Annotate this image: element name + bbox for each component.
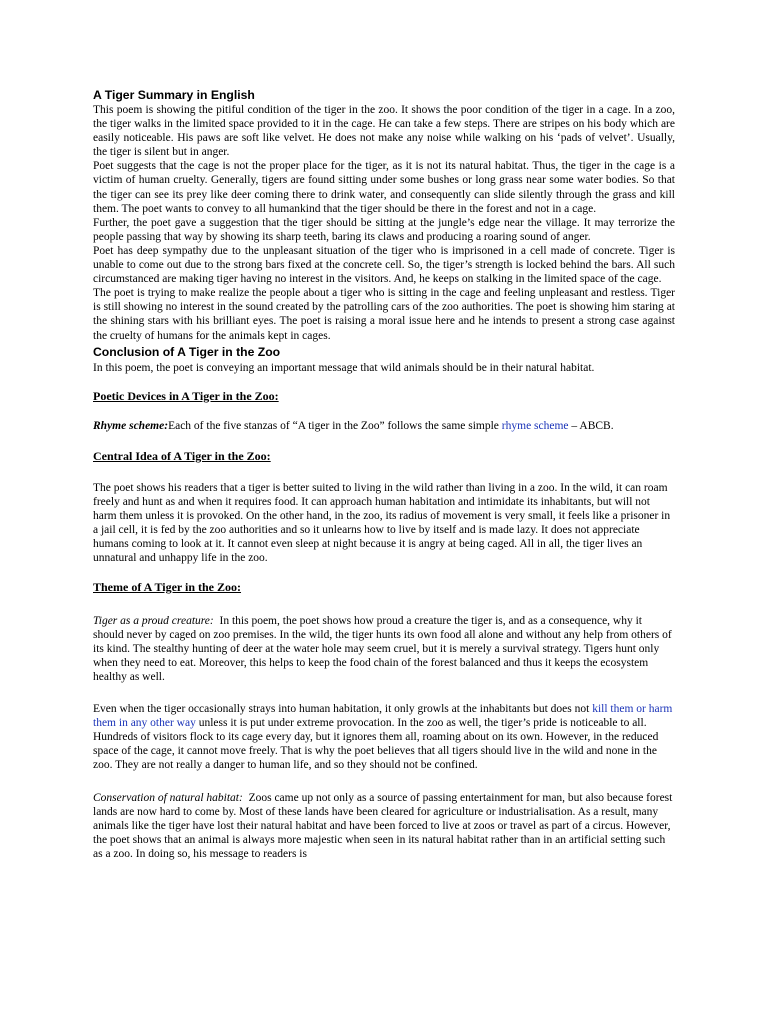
conclusion-text: In this poem, the poet is conveying an important message that wild animals should be in their natural habitat. bbox=[93, 361, 595, 374]
theme-paragraph-1 bbox=[93, 614, 675, 684]
theme-paragraph-1-text: In this poem, the poet shows how proud a creature the tiger is, and as a consequence, why it should never by caged on zoo premises. In the wild, the tiger hunts its own food all alone and without any help from others of its kind. The stealthy hunting of deer at the water hole may seem cruel, but it is merely a survival strategy. Tigers hunt only when they need to eat. Moreover, this helps to keep the food chain of the forest balanced and thus it keeps the ecosystem healthy as well. bbox=[93, 614, 672, 683]
theme-paragraph-3-label: Conservation of natural habitat: bbox=[93, 791, 243, 804]
theme-paragraph-3-text: Zoos came up not only as a source of passing entertainment for man, but also because forest lands are now hard to come by. Most of these lands have been cleared for agriculture or industrialisation. As a result, many animals like the tiger have lost their natural habitat and have been forced to live at zoos or travel as part of a circus. However, the poet shows that an animal is always more majestic when seen in its natural habitat rather than in an artificial setting such as a zoo. In doing so, his message to readers is bbox=[93, 791, 673, 860]
rhyme-scheme-text-end: – ABCB. bbox=[568, 419, 614, 432]
theme-paragraph-2-link[interactable]: kill them or harm them in any other way bbox=[93, 703, 673, 730]
theme-paragraph-3 bbox=[93, 791, 675, 861]
rhyme-scheme-text: Each of the five stanzas of “A tiger in the Zoo” follows the same simple bbox=[168, 419, 502, 432]
theme-heading: Theme of A Tiger in the Zoo: bbox=[93, 579, 242, 594]
theme-paragraph-2-text: Even when the tiger occasionally strays into human habitation, it only growls at the inhabitants but does not bbox=[93, 703, 593, 716]
rhyme-scheme-paragraph bbox=[93, 419, 675, 433]
summary-paragraph-5: The poet is trying to make realize the people about a tiger who is sitting in the cage and feeling unpleasant and restless. Tiger is still showing no interest in the sound created by the patrolling cars of the zoo authorities. The poet is showing him staring at the shining stars with his brilliant eyes. The poet is raising a moral issue here and he intends to present a strong case against the cruelty of humans for the animals kept in cages. bbox=[93, 287, 675, 342]
summary-paragraph-2: Poet suggests that the cage is not the proper place for the tiger, as it is not its natural habitat. Thus, the tiger in the cage is a victim of human cruelty. Generally, tigers are found sitting under some bushes or long grass near some water bodies. So that the tiger can see its prey like deer coming there to drink water, and consequently can slide silently through the grass and kill them. The poet wants to convey to all humankind that the tiger should be there in the forest and not in a cage. bbox=[93, 160, 675, 215]
central-idea-text: The poet shows his readers that a tiger is better suited to living in the wild rather than living in a zoo. In the wild, it can roam freely and hunt as and when it requires food. It can approach human habitation and intimidate its inhabitants, but will not harm them unless it is provoked. On the other hand, in the zoo, its radius of movement is very small, it feels like a prisoner in a jail cell, it is fed by the zoo authorities and so it unlearns how to live by itself and is made lazy. It does not appreciate humans coming to look at it. It cannot even sleep at night because it is angry at being caged. All in all, the tiger lives an unnatural and unhappy life in the zoo. bbox=[93, 481, 671, 565]
summary-heading: A Tiger Summary in English bbox=[93, 88, 255, 102]
theme-paragraph-2 bbox=[93, 702, 675, 772]
summary-paragraph-4: Poet has deep sympathy due to the unpleasant situation of the tiger who is imprisoned in a cell made of concrete. Tiger is unable to come out due to the strong bars fixed at the concrete cell. So, the tiger’s strength is locked behind the bars. All such circumstanced are making tiger having no interest in the visitors. And, he keeps on stalking in the limited space of the cage. bbox=[93, 244, 675, 286]
poetic-devices-heading: Poetic Devices in A Tiger in the Zoo: bbox=[93, 388, 279, 403]
summary-paragraph-1: This poem is showing the pitiful condition of the tiger in the zoo. It shows the poor condition of the tiger in a cage. In a zoo, the tiger walks in the limited space provided to it in the cage. He can take a few steps. There are stripes on his body which are easily noticeable. His paws are soft like velvet. He does not make any noise while walking on his ‘pads of velvet’. Usually, the tiger is silent but in anger. bbox=[93, 104, 675, 159]
rhyme-scheme-link[interactable]: rhyme scheme bbox=[501, 419, 569, 432]
conclusion-heading: Conclusion of A Tiger in the Zoo bbox=[93, 344, 281, 359]
summary-paragraph-3: Further, the poet gave a suggestion that the tiger should be sitting at the jungle’s edge near the village. It may terrorize the people passing that way by showing its sharp teeth, baring its claws and producing a roaring sound of anger. bbox=[93, 216, 675, 243]
rhyme-scheme-label: Rhyme scheme: bbox=[93, 419, 169, 432]
central-idea-heading: Central Idea of A Tiger in the Zoo: bbox=[93, 448, 271, 463]
document-page bbox=[93, 86, 675, 861]
theme-paragraph-2-text-end: unless it is put under extreme provocation. In the zoo as well, the tiger’s pride is noticeable to all. Hundreds of visitors flock to its cage every day, but it ignores them all, roaming about on its own. However, in the reduced space of the cage, it cannot move freely. That is why the poet believes that all tigers should live in the wild and none in the zoo. They are not really a danger to human life, and so they should not be confined. bbox=[93, 717, 659, 772]
theme-paragraph-1-label: Tiger as a proud creature: bbox=[93, 614, 214, 627]
